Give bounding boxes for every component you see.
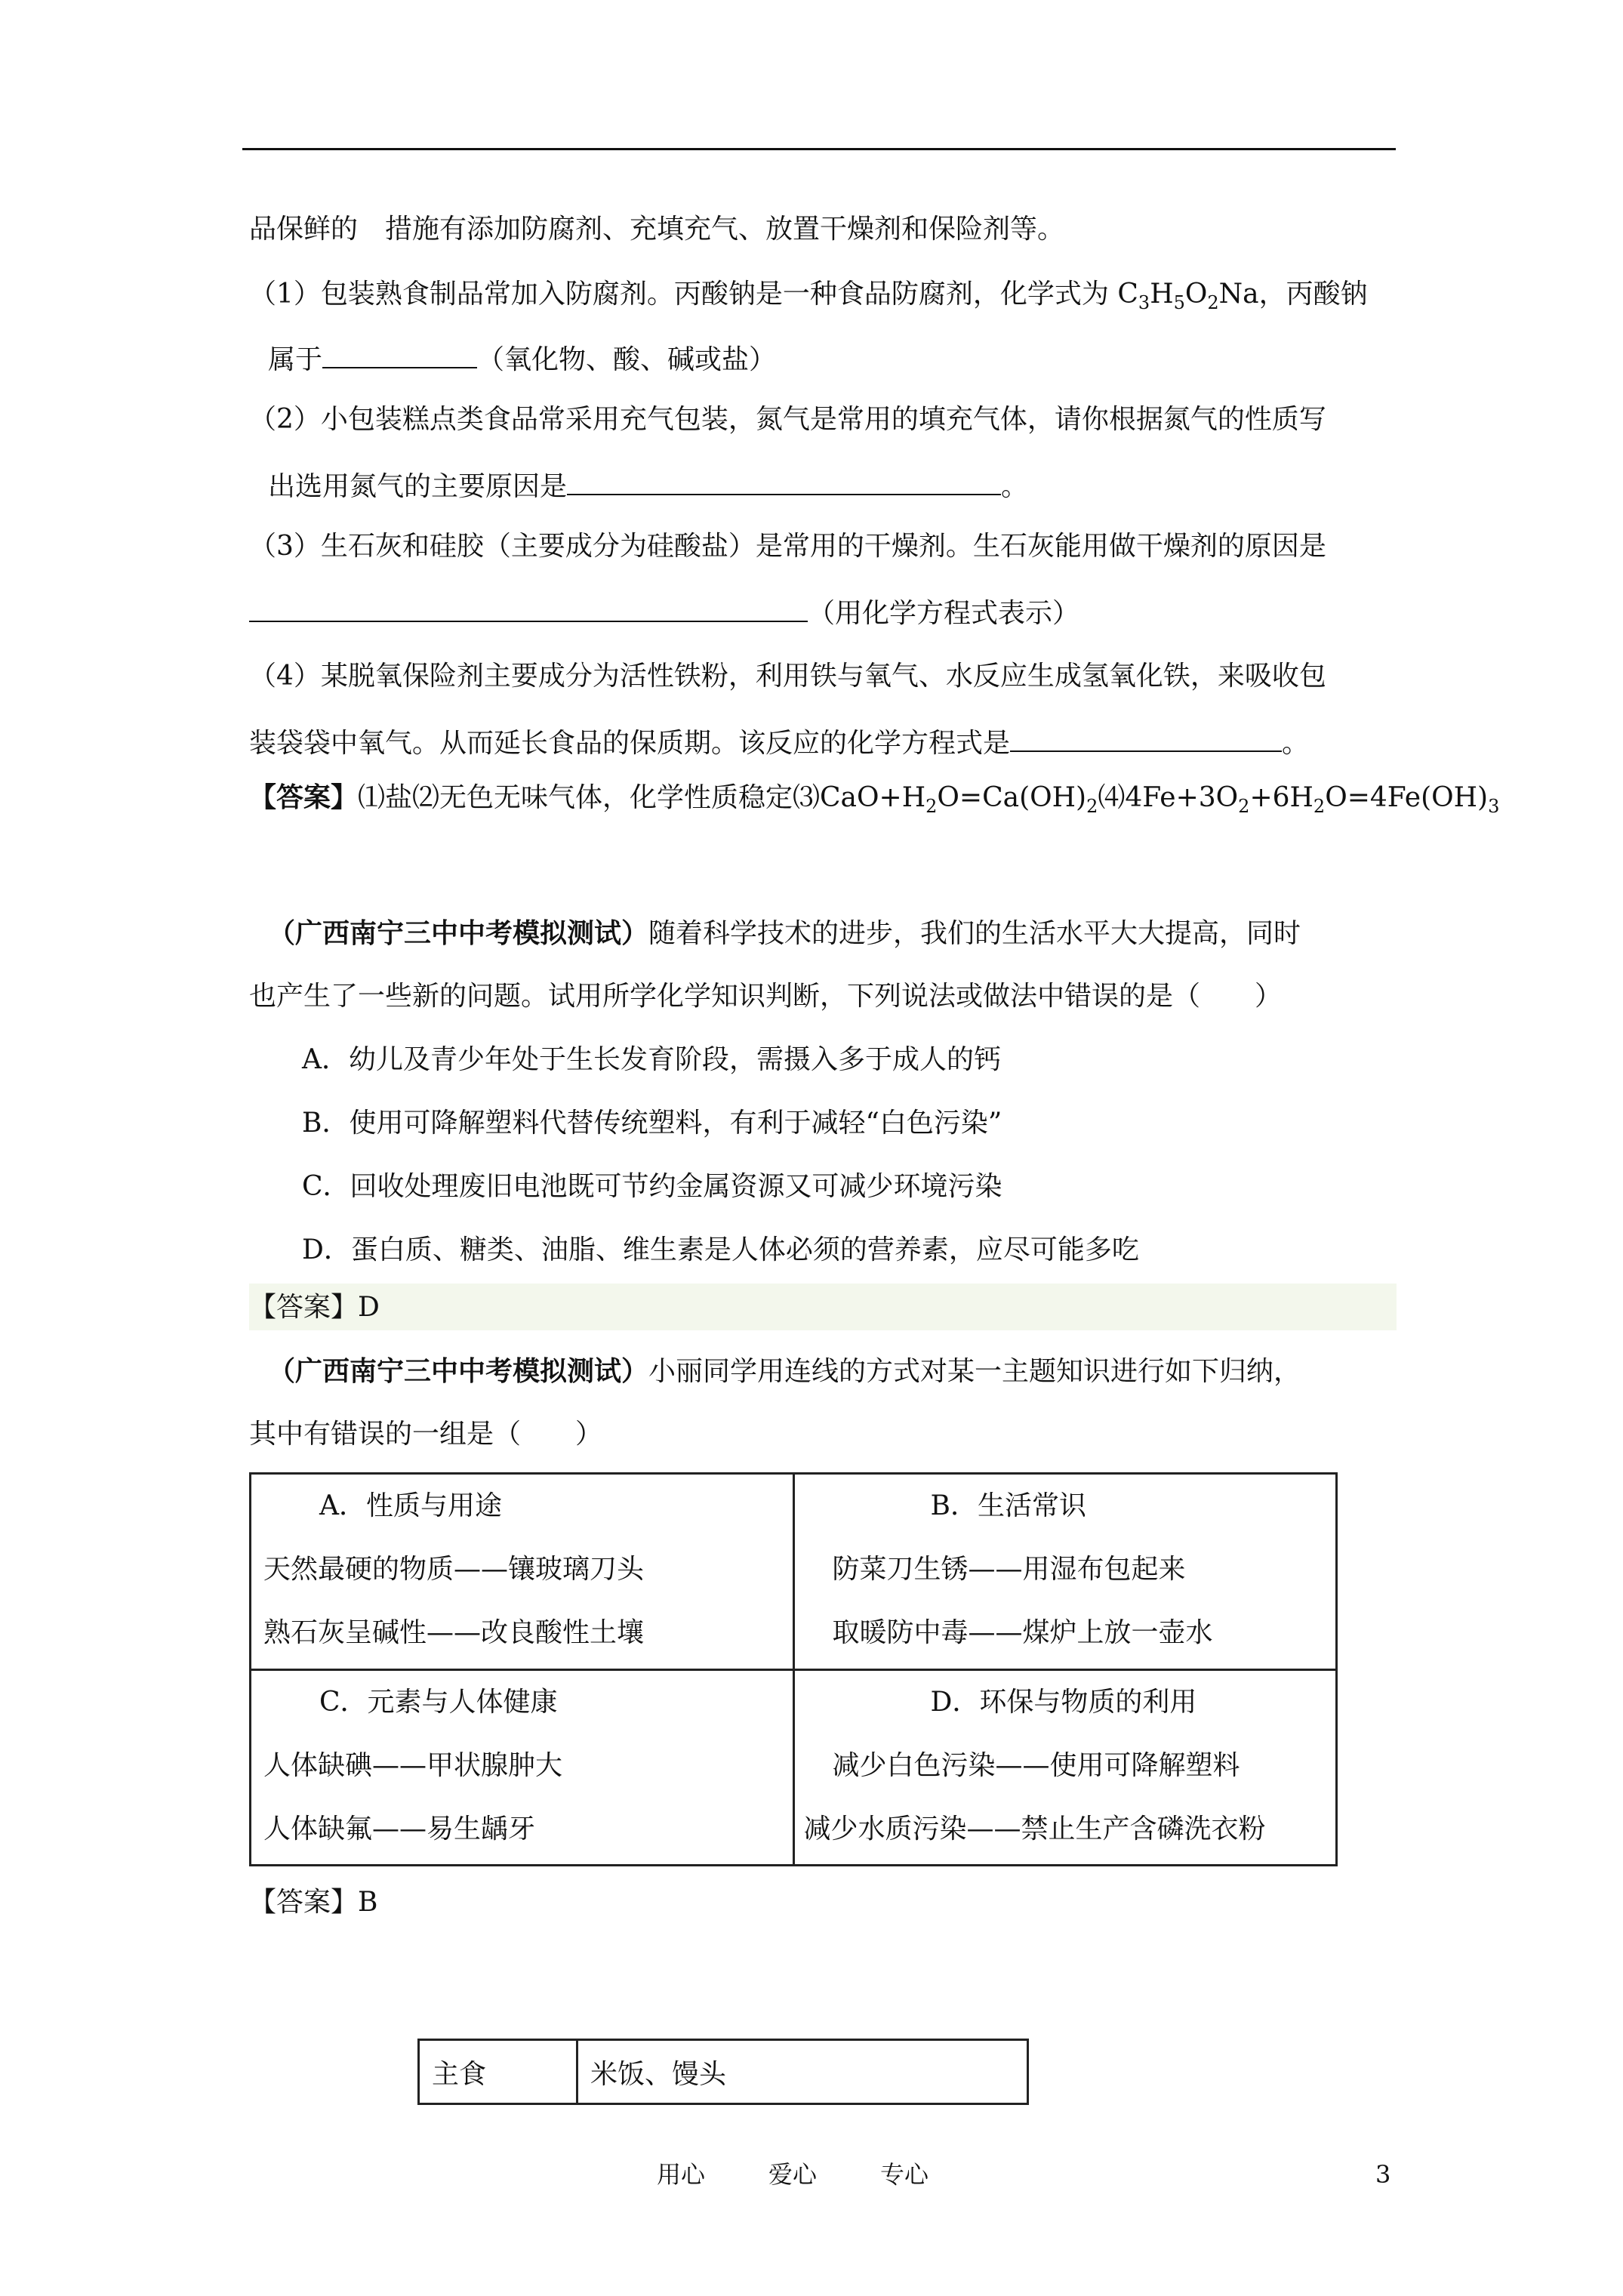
cell-title: C．元素与人体健康	[319, 1686, 558, 1718]
header-rule	[242, 148, 1396, 150]
cell-text: 防菜刀生锈——用湿布包起来	[832, 1554, 1186, 1585]
cell-title: D．环保与物质的利用	[930, 1686, 1197, 1718]
cell-text: 天然最硬的物质——镶玻璃刀头	[263, 1554, 645, 1585]
cell-text: 减少水质污染——禁止生产含磷洗衣粉	[803, 1813, 1266, 1845]
q2-answer: 【答案】D	[249, 1292, 380, 1323]
table-cell-d	[793, 1669, 1337, 1866]
cell-text: 人体缺碘——甲状腺肿大	[263, 1749, 563, 1781]
q2-stem-line1: （广西南宁三中中考模拟测试）随着科学技术的进步，我们的生活水平大大提高，同时	[268, 917, 1301, 949]
q1-part1-line1: （1）包装熟食制品常加入防腐剂。丙酸钠是一种食品防腐剂，化学式为 $C_3H_5O_2Na$，丙酸钠	[249, 279, 1368, 314]
answer-blank[interactable]	[322, 337, 477, 368]
q3-answer: 【答案】B	[249, 1887, 378, 1918]
q3-stem-line2: 其中有错误的一组是（ ）	[249, 1419, 603, 1450]
q3-stem-line1: （广西南宁三中中考模拟测试）小丽同学用连线的方式对某一主题知识进行如下归纳，	[268, 1355, 1301, 1387]
food-value: 米饭、馒头	[577, 2040, 1028, 2104]
q1-part2-line2: 出选用氮气的主要原因是 。	[268, 464, 1028, 507]
q1-part1-line2: 属于 （氧化物、酸、碱或盐）	[268, 337, 776, 380]
q1-part4-line1: （4）某脱氧保险剂主要成分为活性铁粉，利用铁与氧气、水反应生成氢氧化铁，来吸收包	[249, 661, 1326, 692]
cell-title: B．生活常识	[930, 1490, 1086, 1521]
table-cell-c	[251, 1669, 794, 1866]
q2-stem-line2: 也产生了一些新的问题。试用所学化学知识判断，下列说法或做法中错误的是（ ）	[249, 981, 1283, 1012]
q2-option-d: D．蛋白质、糖类、油脂、维生素是人体必须的营养素，应尽可能多吃	[302, 1234, 1139, 1265]
q1-intro: 品保鲜的 措施有添加防腐剂、充填充气、放置干燥剂和保险剂等。	[249, 214, 1065, 245]
food-table	[417, 2039, 1029, 2105]
cell-text: 减少白色污染——使用可降解塑料	[832, 1749, 1240, 1781]
knowledge-table	[249, 1472, 1338, 1866]
answer-blank[interactable]	[1010, 720, 1282, 752]
q2-option-b: B．使用可降解塑料代替传统塑料，有利于减轻“白色污染”	[302, 1108, 1002, 1139]
answer-highlight	[249, 1284, 1397, 1330]
footer-text-3: 专心	[880, 2160, 929, 2189]
q1-answer: 【答案】⑴盐⑵无色无味气体，化学性质稳定$⑶CaO+H_2O=Ca(OH)_2⑷4Fe+3O_2+6H_2O=4Fe(OH)_3$	[249, 781, 1500, 818]
page-number: 3	[1375, 2160, 1391, 2189]
q1-part3-line1: （3）生石灰和硅胶（主要成分为硅酸盐）是常用的干燥剂。生石灰能用做干燥剂的原因是	[249, 531, 1326, 562]
cell-text: 熟石灰呈碱性——改良酸性土壤	[263, 1617, 645, 1648]
q2-option-a: A．幼儿及青少年处于生长发育阶段，需摄入多于成人的钙	[302, 1044, 1001, 1075]
q1-part3-line2: （用化学方程式表示）	[249, 590, 1079, 633]
answer-blank[interactable]	[567, 464, 1001, 495]
footer-text-1: 用心	[657, 2160, 706, 2189]
table-cell-a	[251, 1474, 794, 1670]
cell-title: A．性质与用途	[319, 1490, 502, 1521]
cell-text: 取暖防中毒——煤炉上放一壶水	[832, 1617, 1213, 1648]
table-cell-b	[793, 1474, 1337, 1670]
q1-part4-line2: 装袋袋中氧气。从而延长食品的保质期。该反应的化学方程式是 。	[249, 720, 1309, 763]
answer-blank[interactable]	[249, 590, 808, 622]
q2-option-c: C．回收处理废旧电池既可节约金属资源又可减少环境污染	[302, 1171, 1002, 1202]
cell-text: 人体缺氟——易生龋牙	[263, 1813, 536, 1845]
food-label: 主食	[419, 2040, 577, 2104]
footer-text-2: 爱心	[768, 2160, 818, 2189]
q1-part2-line1: （2）小包装糕点类食品常采用充气包装，氮气是常用的填充气体，请你根据氮气的性质写	[249, 404, 1326, 435]
